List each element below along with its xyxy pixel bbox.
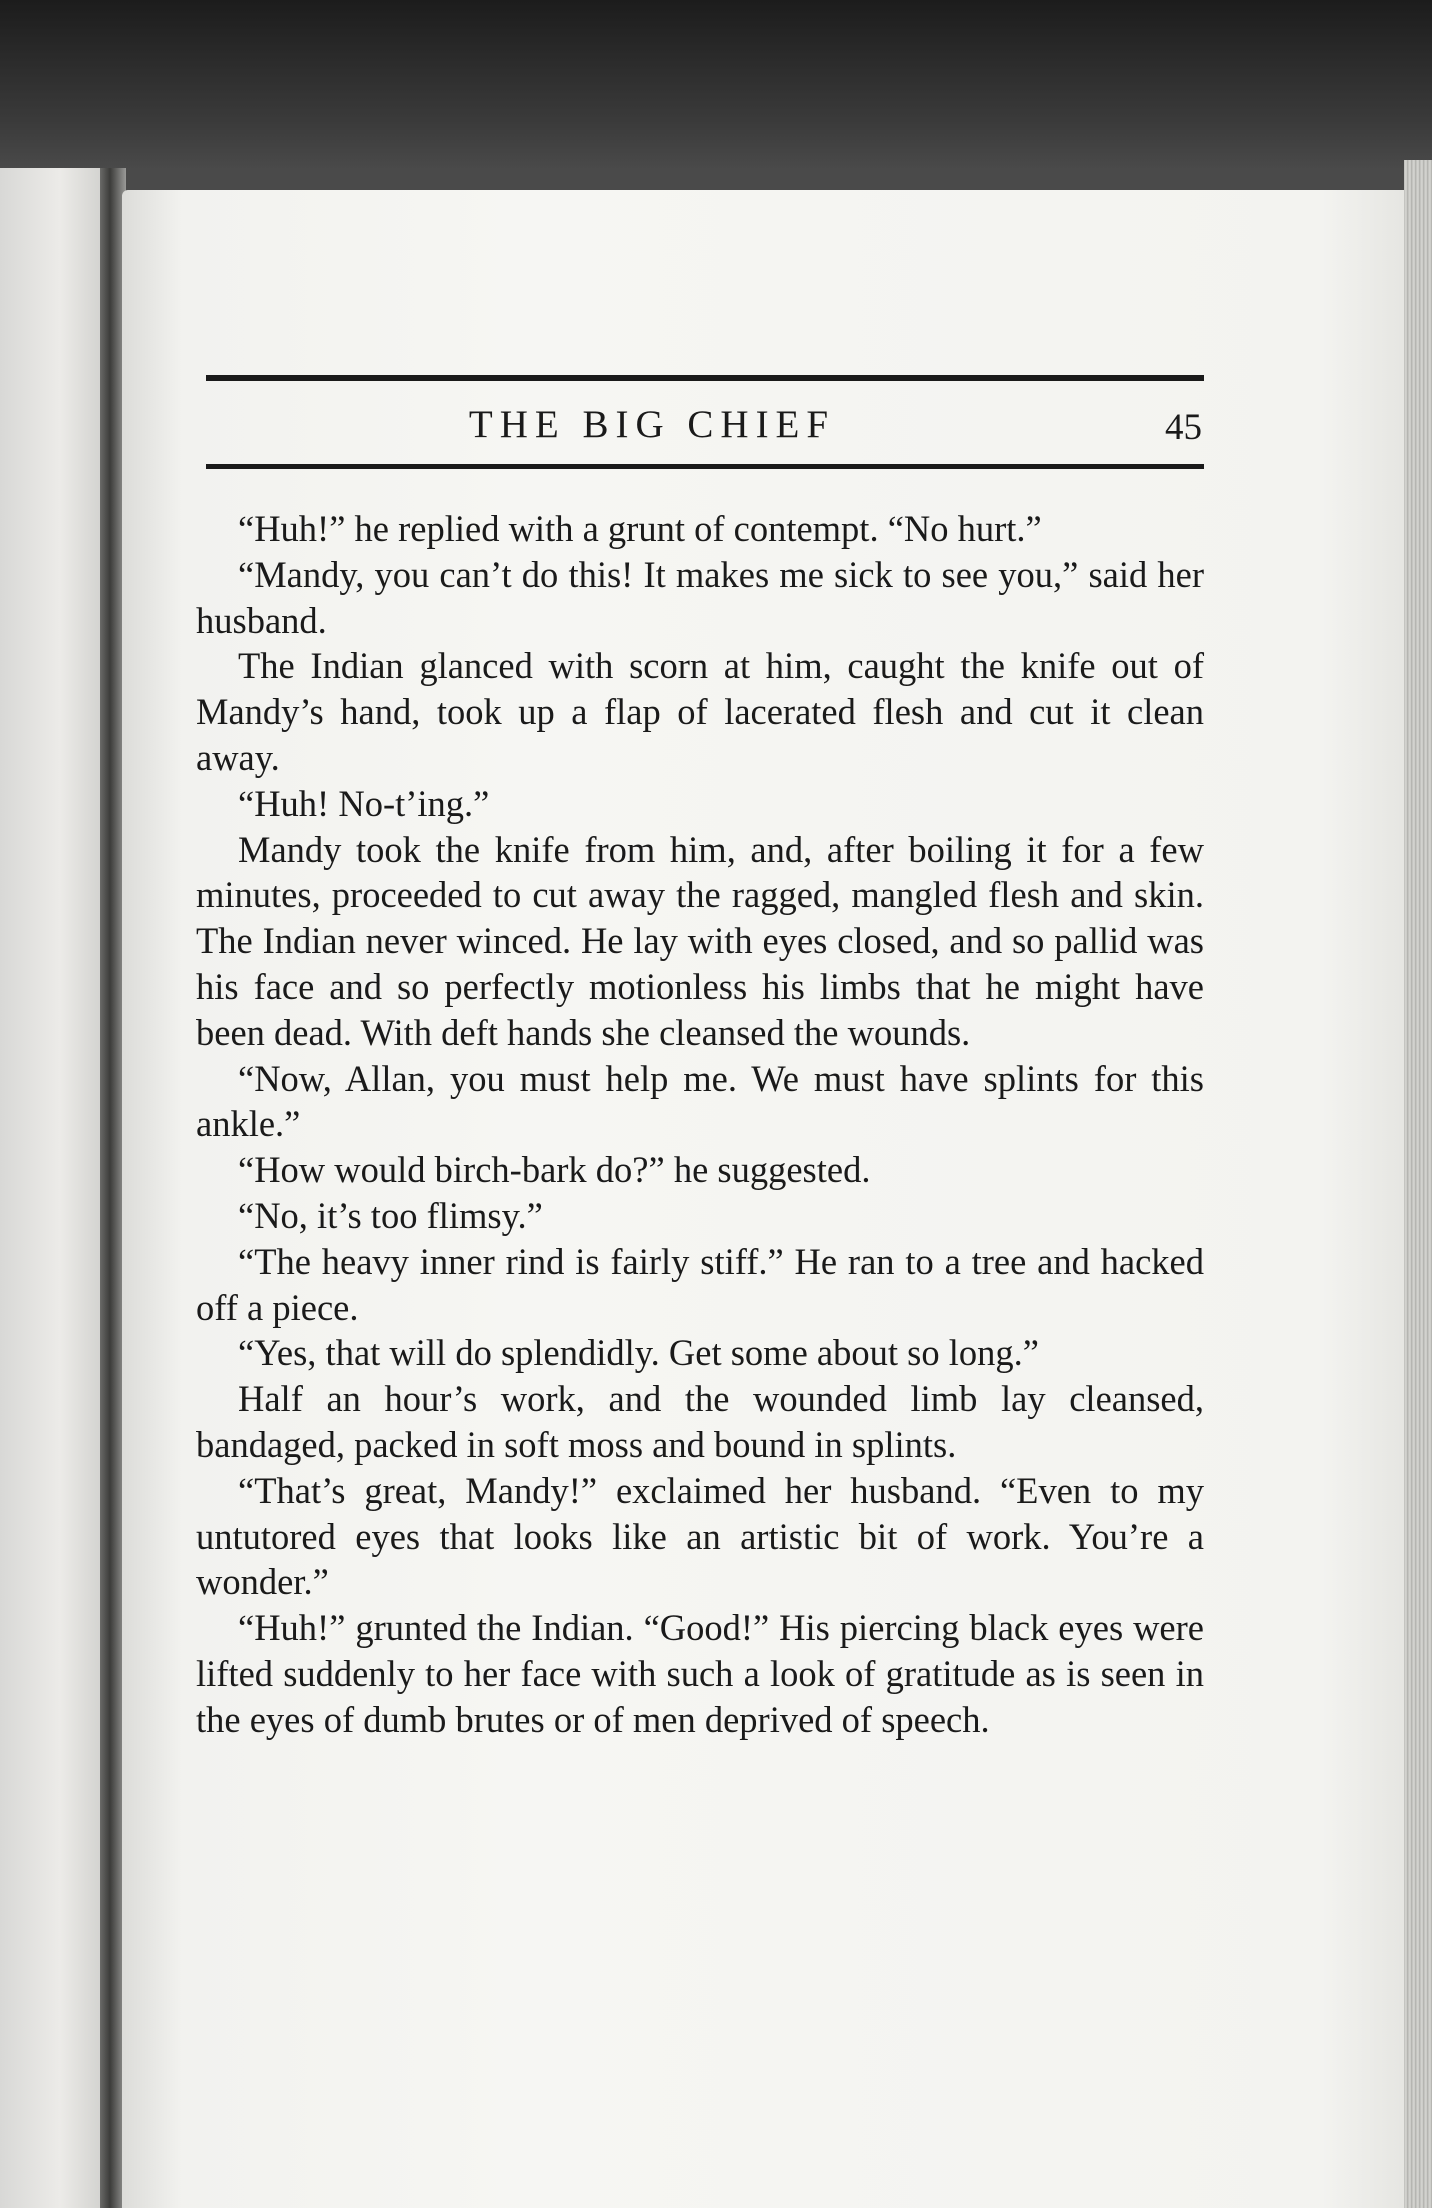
paragraph: “That’s great, Mandy!” exclaimed her husband. “Even to my untutored eyes that looks like an artistic bit of work. You’re a wonder.”: [196, 1469, 1204, 1603]
paragraph: “The heavy inner rind is fairly stiff.” He ran to a tree and hacked off a piece.: [196, 1240, 1204, 1328]
paragraph: “Mandy, you can’t do this! It makes me sick to see you,” said her husband.: [196, 553, 1204, 641]
header-rule-bottom: [206, 464, 1204, 469]
paragraph: “No, it’s too flimsy.”: [238, 1194, 543, 1236]
paragraph: The Indian glanced with scorn at him, caught the knife out of Mandy’s hand, took up a flap of lacerated flesh and cut it clean away.: [196, 645, 1204, 778]
paragraph: “How would birch-bark do?” he suggested.: [238, 1149, 871, 1191]
running-head: [196, 394, 1208, 454]
paragraph: Mandy took the knife from him, and, after boiling it for a few minutes, proceeded to cut away the ragged, mangled flesh and skin. The Indian never winced. He lay with eyes closed, and so pallid was his face and so perfectly motionless his limbs that he might have been dead. With deft hands she cleansed the wounds.: [196, 828, 1204, 1053]
paragraph: “Huh!” he replied with a grunt of contempt. “No hurt.”: [238, 508, 1042, 549]
body-text: [196, 506, 1204, 1743]
page-number: 45: [1165, 407, 1202, 448]
paragraph: “Huh! No-t’ing.”: [238, 782, 490, 824]
paragraph: “Yes, that will do splendidly. Get some about so long.”: [238, 1332, 1039, 1374]
header-rule-top: [206, 375, 1204, 381]
paragraph: “Huh!” grunted the Indian. “Good!” His piercing black eyes were lifted suddenly to her face with such a look of gratitude as is seen in the eyes of dumb brutes or of men deprived of speech.: [196, 1607, 1204, 1740]
page-edges: [1404, 160, 1432, 2208]
running-title: THE BIG CHIEF: [468, 403, 836, 446]
paragraph: “Now, Allan, you must help me. We must have splints for this ankle.”: [196, 1057, 1204, 1145]
paragraph: Half an hour’s work, and the wounded limb lay cleansed, bandaged, packed in soft moss and bound in splints.: [196, 1378, 1204, 1465]
